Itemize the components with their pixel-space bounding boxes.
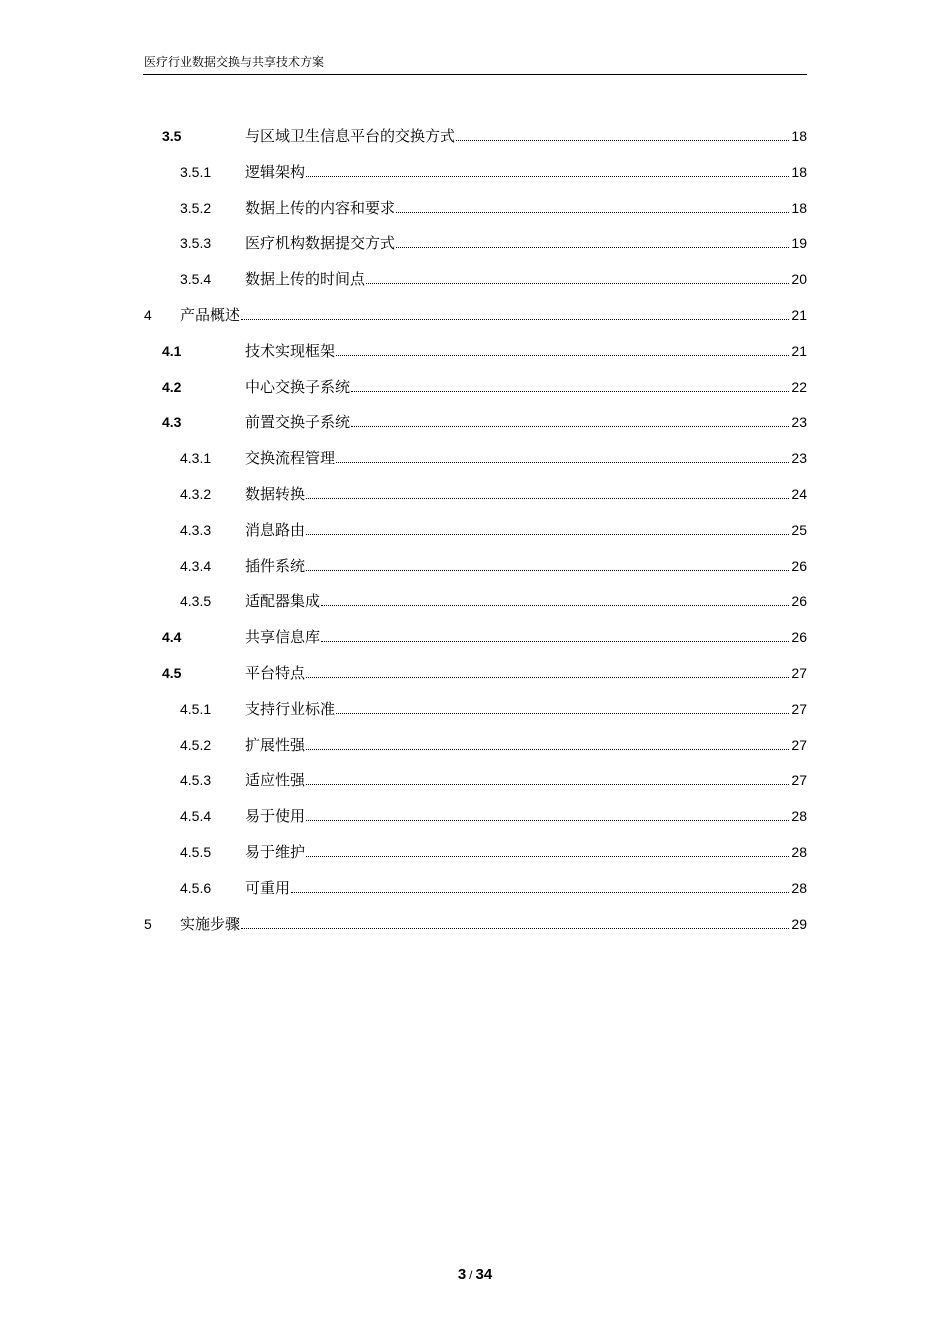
toc-dot-leader — [306, 856, 789, 857]
toc-dot-leader — [291, 892, 789, 893]
toc-entry-number: 4.5.5 — [180, 844, 212, 860]
toc-entry-page: 26 — [791, 593, 807, 610]
toc-entry-page: 27 — [791, 772, 807, 789]
page-header — [143, 54, 807, 75]
toc-entry-page: 27 — [791, 736, 807, 753]
toc-entry-number: 4.1 — [162, 342, 182, 359]
toc-entry-line — [245, 770, 807, 790]
toc-dot-leader — [306, 784, 789, 785]
toc-dot-leader — [321, 641, 789, 642]
toc-entry-page: 26 — [791, 557, 807, 574]
toc-dot-leader — [306, 820, 789, 821]
toc-entry[interactable] — [0, 619, 950, 649]
toc-entry-number: 4.5.3 — [180, 772, 212, 789]
toc-entry[interactable] — [0, 261, 950, 291]
toc-entry-page: 29 — [791, 915, 807, 932]
toc-entry-line — [245, 556, 807, 576]
page-footer — [0, 1265, 950, 1285]
toc-entry-page: 21 — [791, 307, 807, 323]
toc-entry[interactable] — [0, 190, 950, 220]
toc-entry[interactable] — [0, 512, 950, 542]
toc-dot-leader — [336, 462, 789, 463]
toc-entry-number: 4.3.3 — [180, 521, 212, 538]
toc-dot-leader — [336, 355, 789, 356]
toc-entry-page: 24 — [791, 486, 807, 502]
toc-entry[interactable] — [0, 870, 950, 900]
toc-entry-line — [245, 341, 807, 361]
toc-entry-title[interactable]: 平台特点 — [245, 664, 306, 682]
toc-entry[interactable] — [0, 691, 950, 721]
toc-entry[interactable] — [0, 727, 950, 757]
toc-entry-title[interactable]: 可重用 — [245, 878, 291, 897]
toc-entry-page: 23 — [791, 414, 807, 431]
toc-dot-leader — [306, 570, 789, 571]
toc-entry-title[interactable]: 数据转换 — [245, 485, 306, 503]
toc-entry-number: 3.5 — [162, 128, 182, 144]
toc-entry-number: 3.5.2 — [180, 199, 212, 216]
page-separator: / — [469, 1268, 473, 1282]
toc-entry-number: 4.3.5 — [180, 593, 212, 610]
toc-entry[interactable] — [0, 655, 950, 685]
toc-entry-line — [245, 878, 807, 898]
toc-entry-number: 4.3.2 — [180, 486, 212, 502]
toc-entry-number: 4.3.1 — [180, 450, 212, 467]
toc-entry-line — [245, 627, 807, 647]
toc-entry-number: 4.3 — [162, 414, 182, 431]
toc-dot-leader — [306, 677, 789, 678]
toc-entry-line — [245, 806, 807, 826]
toc-entry-title[interactable]: 插件系统 — [245, 556, 306, 575]
toc-dot-leader — [396, 212, 789, 213]
toc-entry-number: 3.5.4 — [180, 271, 212, 288]
toc-entry-title[interactable]: 易于维护 — [245, 843, 306, 861]
toc-entry[interactable] — [0, 834, 950, 864]
toc-entry[interactable] — [0, 548, 950, 578]
toc-entry-number: 4.4 — [162, 629, 182, 646]
toc-entry-line — [245, 198, 807, 218]
toc-entry-title[interactable]: 实施步骤 — [180, 914, 241, 933]
toc-entry-title[interactable]: 前置交换子系统 — [245, 413, 351, 432]
toc-entry-page: 22 — [791, 378, 807, 395]
toc-entry-title[interactable]: 中心交换子系统 — [245, 377, 351, 396]
toc-entry-page: 19 — [791, 235, 807, 252]
toc-dot-leader — [456, 140, 789, 141]
toc-dot-leader — [396, 247, 789, 248]
toc-entry[interactable] — [0, 118, 950, 148]
toc-entry[interactable] — [0, 440, 950, 470]
toc-dot-leader — [336, 713, 789, 714]
toc-entry-number: 4.5 — [162, 665, 182, 681]
toc-entry-page: 28 — [791, 844, 807, 860]
toc-entry-title[interactable]: 医疗机构数据提交方式 — [245, 234, 396, 253]
toc-entry-page: 25 — [791, 521, 807, 538]
toc-dot-leader — [366, 283, 789, 284]
toc-dot-leader — [241, 928, 789, 929]
toc-entry-title[interactable]: 消息路由 — [245, 520, 306, 539]
toc-entry-page: 18 — [791, 128, 807, 144]
toc-entry-title[interactable]: 技术实现框架 — [245, 341, 336, 360]
toc-entry-title[interactable]: 支持行业标准 — [245, 699, 336, 718]
toc-entry-line — [245, 520, 807, 540]
toc-entry-page: 28 — [791, 879, 807, 896]
toc-entry-line — [245, 484, 807, 504]
toc-entry-line — [245, 412, 807, 432]
toc-entry-line — [180, 305, 807, 325]
toc-dot-leader — [306, 534, 789, 535]
toc-entry-number: 4.3.4 — [180, 557, 212, 574]
toc-entry-line — [245, 377, 807, 397]
toc-entry-page: 27 — [791, 665, 807, 681]
toc-entry-number: 4.5.1 — [180, 700, 212, 717]
toc-entry-line — [180, 914, 807, 934]
toc-entry-line — [245, 162, 807, 182]
toc-entry-line — [245, 233, 807, 253]
toc-entry[interactable] — [0, 369, 950, 399]
toc-entry-page: 18 — [791, 163, 807, 180]
toc-entry-title[interactable]: 易于使用 — [245, 807, 306, 826]
toc-dot-leader — [351, 391, 789, 392]
toc-entry-line — [245, 448, 807, 468]
toc-entry-title[interactable]: 数据上传的时间点 — [245, 270, 366, 289]
toc-entry-page: 26 — [791, 629, 807, 646]
toc-dot-leader — [306, 749, 789, 750]
toc-entry-number: 4 — [144, 307, 152, 323]
toc-entry-number: 4.5.6 — [180, 879, 212, 896]
toc-entry-line — [245, 735, 807, 755]
toc-entry-number: 5 — [144, 915, 152, 932]
toc-entry-line — [245, 591, 807, 611]
toc-entry[interactable] — [0, 297, 950, 327]
toc-dot-leader — [306, 176, 789, 177]
toc-entry-line — [245, 699, 807, 719]
toc-entry[interactable] — [0, 762, 950, 792]
toc-entry-title[interactable]: 数据上传的内容和要求 — [245, 198, 396, 217]
toc-entry-page: 28 — [791, 808, 807, 825]
toc-entry-page: 18 — [791, 199, 807, 216]
toc-entry-title[interactable]: 适应性强 — [245, 771, 306, 790]
toc-entry-title[interactable]: 交换流程管理 — [245, 449, 336, 468]
toc-entry-title[interactable]: 逻辑架构 — [245, 162, 306, 181]
toc-entry-page: 20 — [791, 271, 807, 288]
toc-entry[interactable] — [0, 476, 950, 506]
toc-entry[interactable] — [0, 333, 950, 363]
toc-entry[interactable] — [0, 906, 950, 936]
toc-entry-title[interactable]: 产品概述 — [180, 306, 241, 324]
toc-entry[interactable] — [0, 798, 950, 828]
toc-entry-number: 4.5.2 — [180, 736, 212, 753]
toc-entry-line — [245, 126, 807, 146]
toc-entry-page: 21 — [791, 342, 807, 359]
toc-entry-page: 27 — [791, 700, 807, 717]
toc-dot-leader — [351, 426, 789, 427]
toc-dot-leader — [321, 605, 789, 606]
toc-entry-number: 3.5.3 — [180, 235, 212, 252]
toc-dot-leader — [306, 498, 789, 499]
toc-entry-line — [245, 663, 807, 683]
toc-dot-leader — [241, 319, 789, 320]
current-page-number: 3 — [457, 1266, 467, 1283]
toc-entry-title[interactable]: 扩展性强 — [245, 735, 306, 754]
toc-entry-title[interactable]: 适配器集成 — [245, 592, 321, 611]
toc-entry-number: 4.2 — [162, 378, 182, 395]
toc-entry-title[interactable]: 共享信息库 — [245, 628, 321, 647]
document-title: 医疗行业数据交换与共享技术方案 — [144, 55, 325, 69]
toc-entry-number: 3.5.1 — [180, 163, 212, 180]
toc-entry-page: 23 — [791, 450, 807, 467]
toc-entry[interactable] — [0, 225, 950, 255]
total-pages: 34 — [475, 1266, 493, 1283]
toc-entry[interactable] — [0, 154, 950, 184]
toc-entry[interactable] — [0, 583, 950, 613]
toc-entry-line — [245, 842, 807, 862]
toc-entry-line — [245, 269, 807, 289]
toc-entry-title[interactable]: 与区域卫生信息平台的交换方式 — [245, 127, 456, 145]
toc-entry-number: 4.5.4 — [180, 808, 212, 825]
toc-entry[interactable] — [0, 404, 950, 434]
